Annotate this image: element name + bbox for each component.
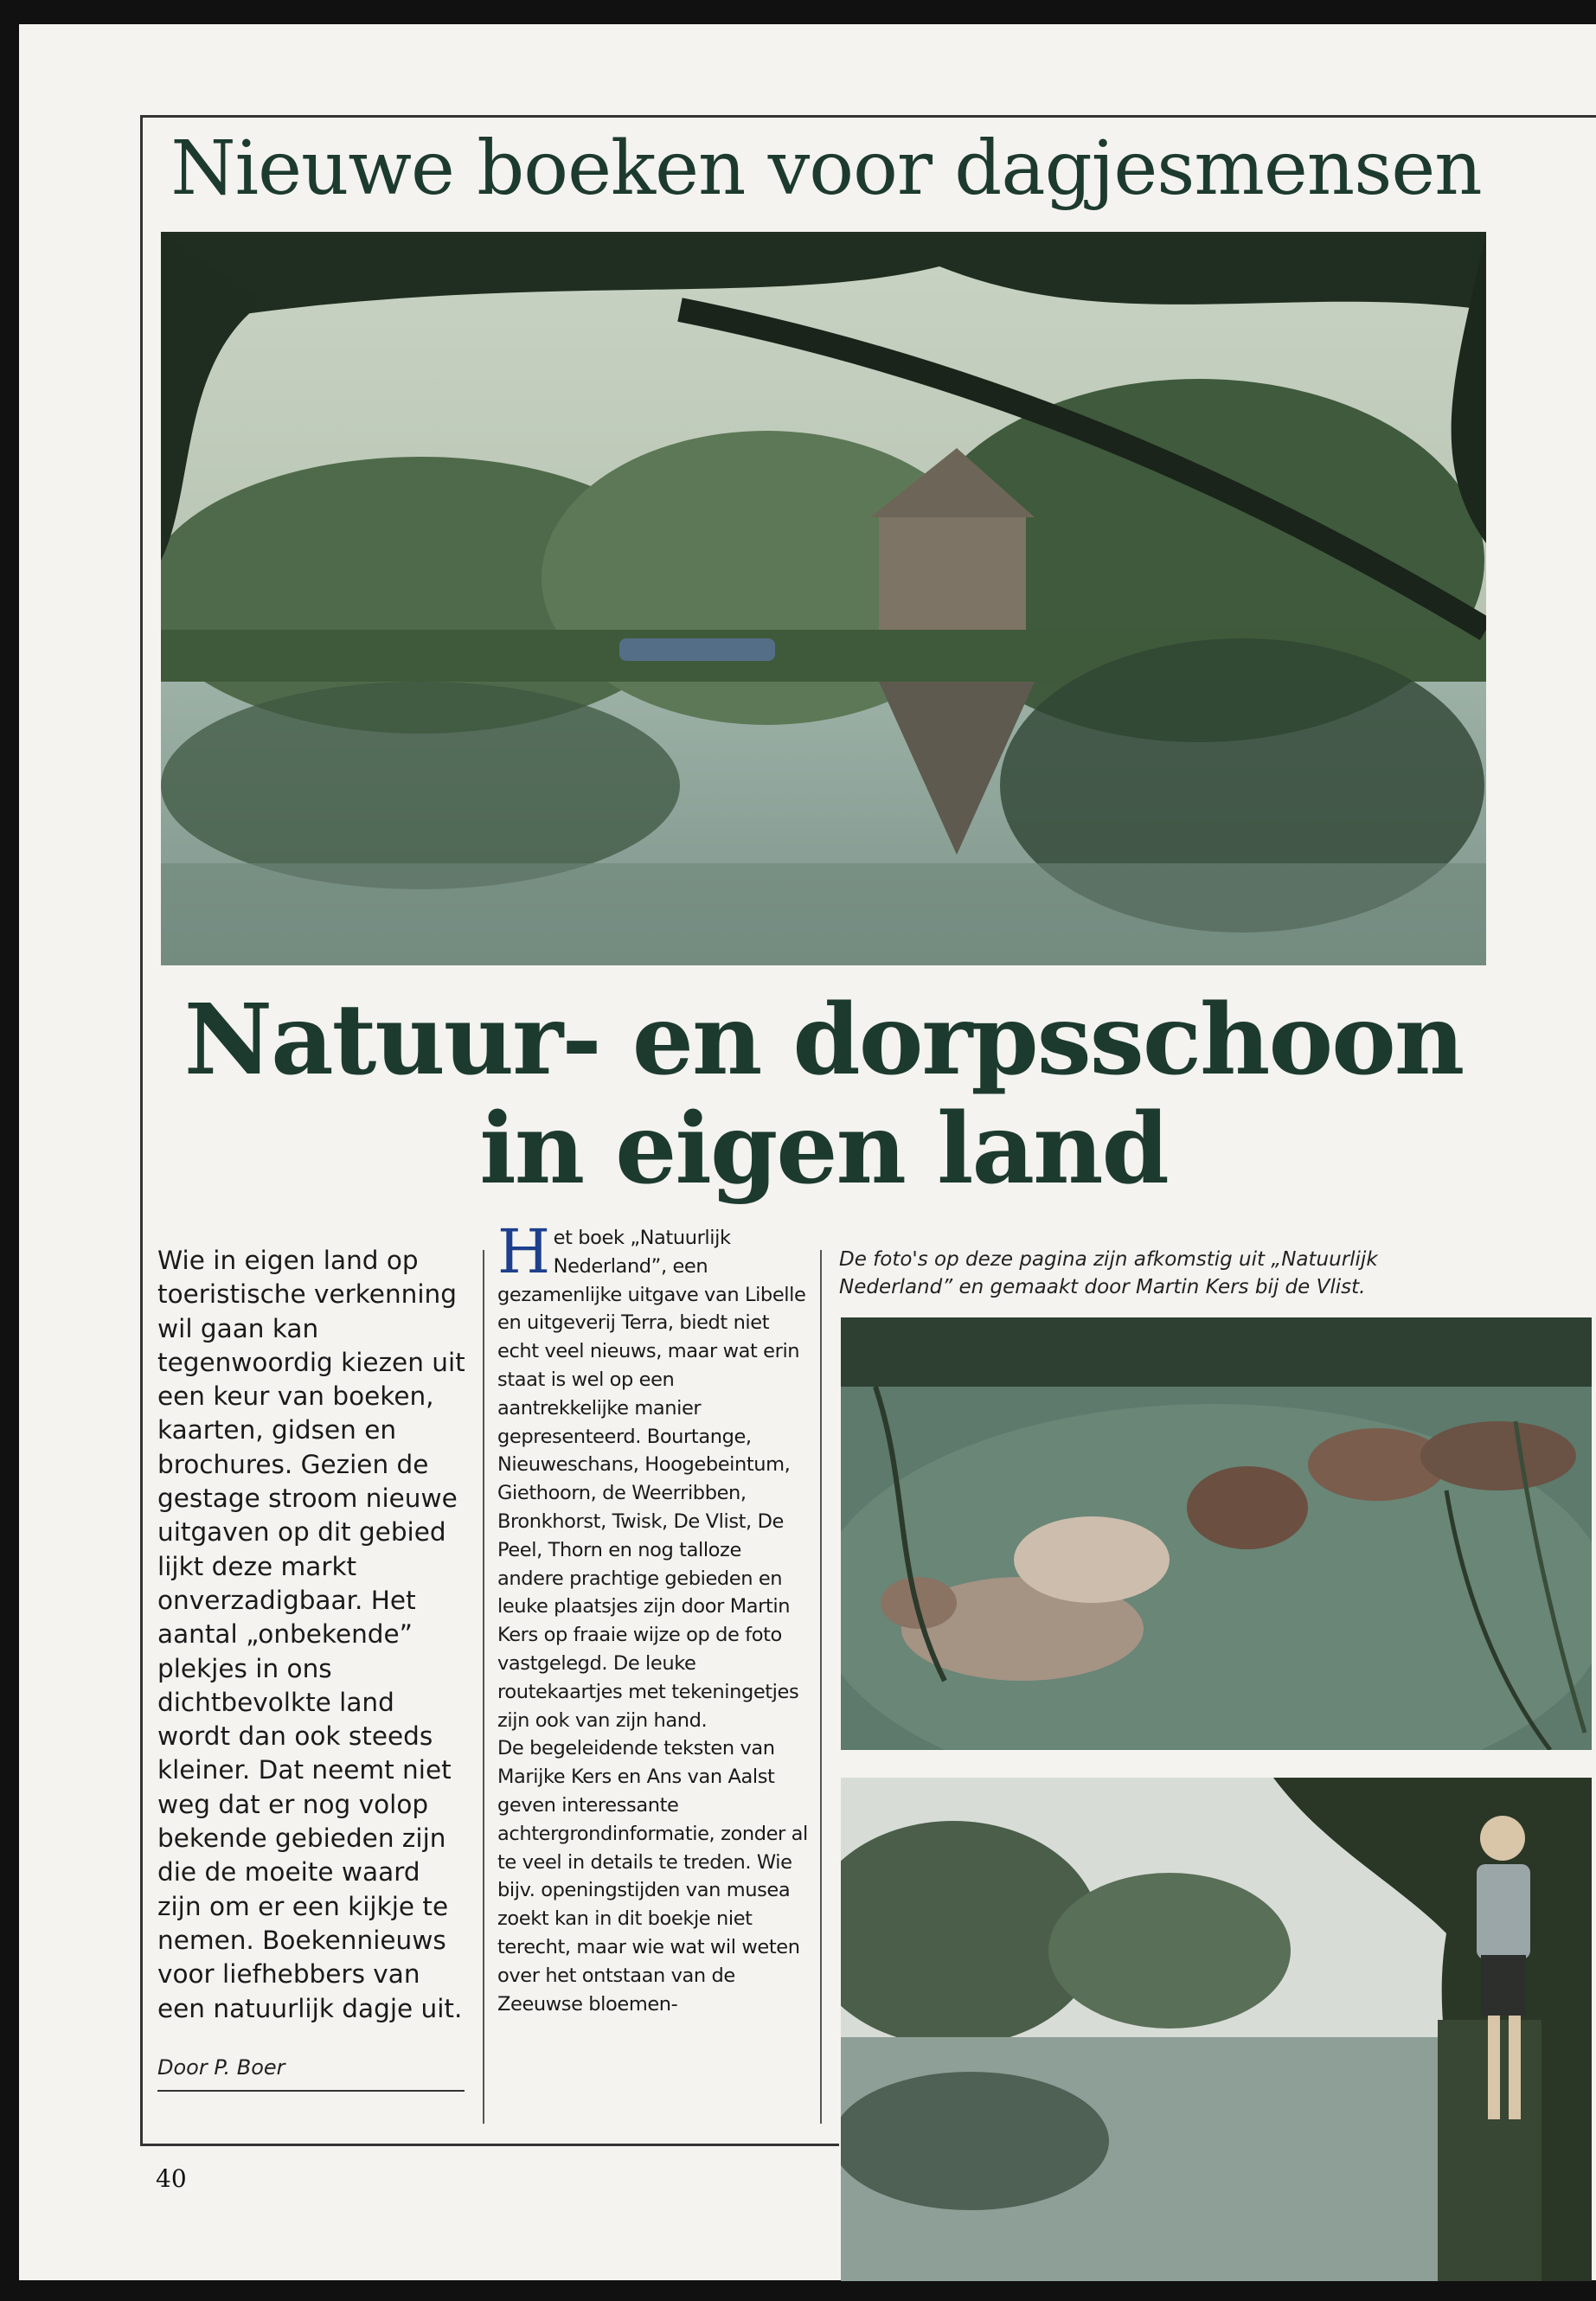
body-paragraph-2: De begeleidende teksten van Marijke Kers en Ans van Aalst geven interessante achtergrondinformatie, zonder al te veel in details te treden. Wie bijv. openingstijden van musea zoekt kan in dit boekje niet terecht, maar wie wat wil weten over het ontstaan van de Zeeuwse bloemen- [497,1737,808,2016]
intro-text: Wie in eigen land op toeristische verkenning wil gaan kan tegenwoordig kiezen uit een keur van boeken, kaarten, gidsen en brochures. Gezien de gestage stroom nieuwe uitgaven op dit gebied lijkt deze markt onverzadigbaar. Het aantal „onbekende” plekjes in ons dichtbevolkte land wordt dan ook steeds kleiner. Dat neemt niet weg dat er nog volop bekende gebieden zijn die de moeite waard zijn om er een kijkje te nemen. Boekennieuws voor liefhebbers van een natuurlijk dagje uit. [157,1246,465,2023]
ducks-photo [841,1317,1592,1750]
column-rule [483,1250,484,2124]
section-kicker: Nieuwe boeken voor dagjesmensen [170,125,1482,212]
scan-border-top [0,0,1596,24]
dropcap: H [497,1216,550,1287]
pond-farmhouse-photo [161,232,1486,965]
frame-rule-left [140,115,143,2146]
scan-border-left [0,0,19,2301]
frame-rule-top [140,115,1596,118]
photo-caption: De foto's op deze pagina zijn afkomstig uit „Natuurlijk Nederland” en gemaakt door Martin Kers bij de Vlist. [839,1248,1378,1298]
frame-rule-bottom [140,2144,839,2146]
column-rule [820,1250,822,2124]
headline [161,986,1486,1204]
headline-line-1: Natuur- en dorpsschoon [183,984,1464,1097]
child-by-water-photo [841,1778,1592,2281]
scan-border-bottom [0,2280,1596,2301]
headline-line-2: in eigen land [479,1093,1168,1206]
body-paragraph-1: et boek „Natuurlijk Nederland”, een gezamenlijke uitgave van Libelle en uitgeverij Terra, biedt niet echt veel nieuws, maar wat erin staat is wel op een aantrekkelijke manier gepresenteerd. Bourtange, Nieuweschans, Hoogebeintum, Giethoorn, de Weerribben, Bronkhorst, Twisk, De Vlist, De Peel, Thorn en nog talloze andere prachtige gebieden en leuke plaatsjes zijn door Martin Kers op fraaie wijze op de foto vastgelegd. De leuke routekaartjes met tekeningetjes zijn ook van zijn hand. [497,1227,806,1732]
body-column [497,1216,809,2018]
page-number: 40 [156,2164,187,2193]
byline: Door P. Boer [157,2055,465,2092]
